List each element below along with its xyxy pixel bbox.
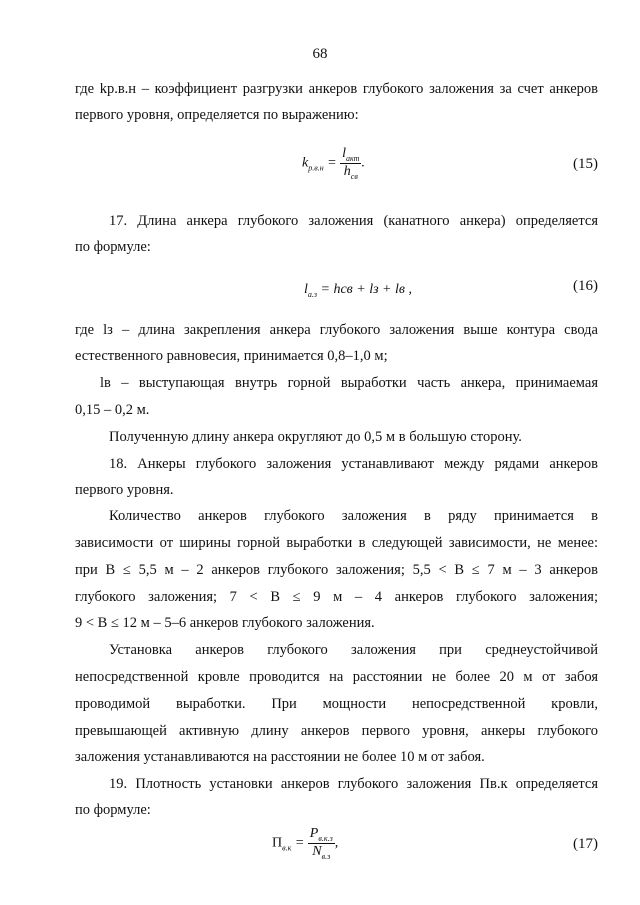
paragraph-line: непосредственной кровле проводится на расстоянии не более 20 м от забоя — [75, 669, 598, 685]
fraction: $\frac{l_{акт}}{h_{св}}$ — [342, 146, 360, 181]
paragraph-line: 18. Анкеры глубокого заложения устанавливают между рядами анкеров — [109, 456, 598, 472]
paragraph-line: при B ≤ 5,5 м – 2 анкеров глубокого заложения; 5,5 < B ≤ 7 м – 3 анкеров — [75, 562, 598, 578]
paragraph-line: 0,15 – 0,2 м. — [75, 402, 150, 418]
paragraph-line: по формуле: — [75, 239, 151, 255]
formula-16: $l_{а.з}$ = hсв + lз + lв , — [304, 282, 412, 299]
paragraph-line: 19. Плотность установки анкеров глубокого заложения Пв.к определяется — [109, 776, 598, 792]
paragraph-line: 9 < B ≤ 12 м – 5–6 анкеров глубокого заложения. — [75, 615, 375, 631]
equation-number-15: (15) — [573, 156, 598, 172]
paragraph-line: глубокого заложения; 7 < B ≤ 9 м – 4 анкеров глубокого заложения; — [75, 589, 598, 605]
equation-number-16: (16) — [573, 278, 598, 294]
formula-17: $П_{в.к}$ = $\frac{P_{в.к.з}}{N_{в.з}}$ , — [272, 826, 339, 861]
equation-number-17: (17) — [573, 836, 598, 852]
paragraph-line: lв – выступающая внутрь горной выработки часть анкера, принимаемая — [100, 375, 598, 391]
formula-15: $k_{р.в.н}$ = $\frac{l_{акт}}{h_{св}}$ . — [302, 146, 365, 181]
paragraph-line: превышающей активную длину анкеров первого уровня, анкеры глубокого — [75, 723, 598, 739]
paragraph-line: Количество анкеров глубокого заложения в ряду принимается в — [109, 508, 598, 524]
paragraph-line: Полученную длину анкера округляют до 0,5 м в большую сторону. — [109, 429, 522, 445]
paragraph-line: первого уровня. — [75, 482, 174, 498]
paragraph-line: естественного равновесия, принимается 0,8–1,0 м; — [75, 348, 388, 364]
paragraph-line: где kр.в.н – коэффициент разгрузки анкеров глубокого заложения за счет анкеров — [75, 81, 598, 97]
paragraph-line: Установка анкеров глубокого заложения при среднеустойчивой — [109, 642, 598, 658]
paragraph-line: зависимости от ширины горной выработки в следующей зависимости, не менее: — [75, 535, 598, 551]
paragraph-line: первого уровня, определяется по выражению: — [75, 107, 359, 123]
paragraph-line: проводимой выработки. При мощности непосредственной кровли, — [75, 696, 598, 712]
paragraph-line: 17. Длина анкера глубокого заложения (канатного анкера) определяется — [109, 213, 598, 229]
paragraph-line: заложения устанавливаются на расстоянии не более 10 м от забоя. — [75, 749, 485, 765]
paragraph-line: по формуле: — [75, 802, 151, 818]
paragraph-line: где lз – длина закрепления анкера глубокого заложения выше контура свода — [75, 322, 598, 338]
page-number: 68 — [312, 46, 328, 62]
fraction: $\frac{P_{в.к.з}}{N_{в.з}}$ — [309, 826, 333, 861]
